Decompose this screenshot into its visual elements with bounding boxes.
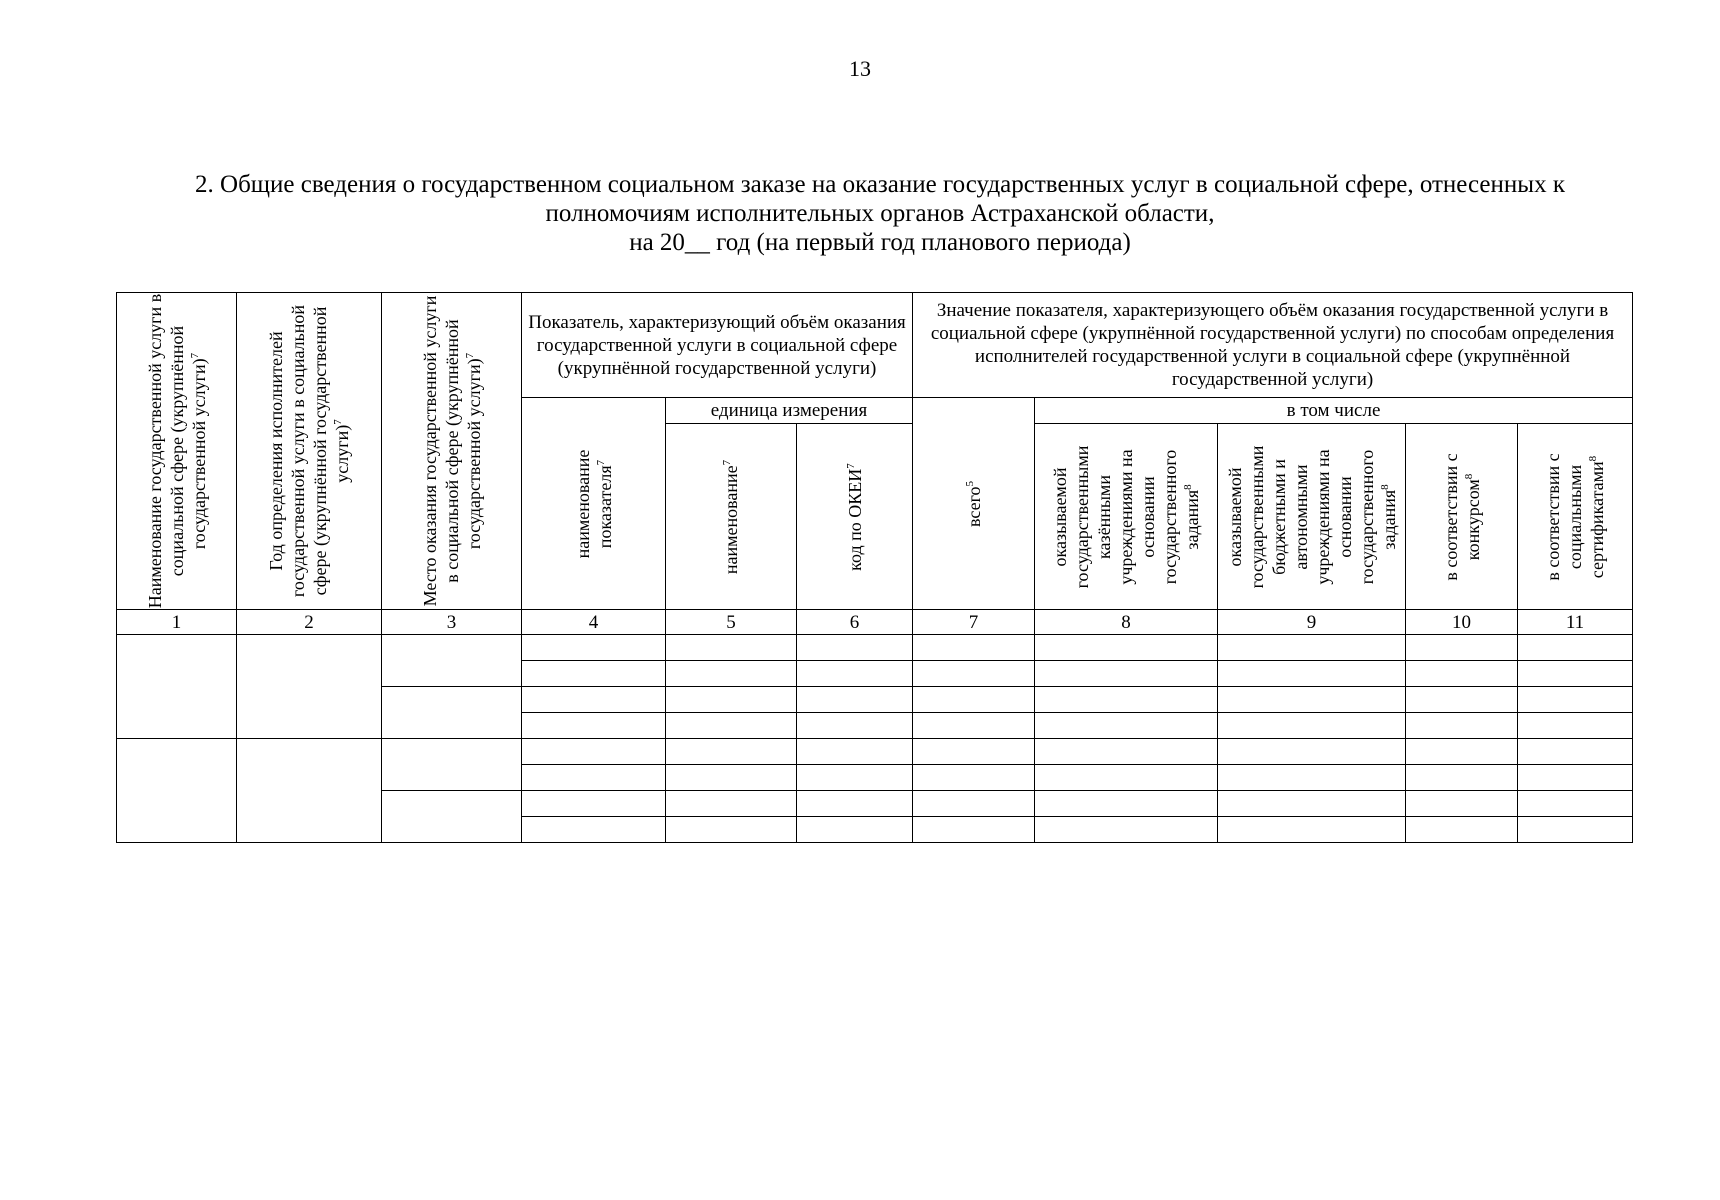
cell[interactable] (913, 765, 1035, 791)
cell[interactable] (666, 687, 797, 713)
footnote-mark: 8 (1378, 483, 1391, 490)
cell[interactable] (522, 765, 666, 791)
cell[interactable] (666, 765, 797, 791)
header-certificates (1518, 424, 1633, 610)
cell-service-name[interactable] (117, 739, 237, 843)
column-number: 11 (1518, 610, 1633, 635)
cell[interactable] (1218, 765, 1406, 791)
cell[interactable] (1218, 713, 1406, 739)
column-number: 3 (382, 610, 522, 635)
cell[interactable] (913, 791, 1035, 817)
header-year (237, 293, 382, 610)
header-including: в том числе (1035, 398, 1633, 424)
cell[interactable] (797, 765, 913, 791)
column-number: 5 (666, 610, 797, 635)
cell[interactable] (1518, 661, 1633, 687)
cell[interactable] (797, 661, 913, 687)
column-number: 8 (1035, 610, 1218, 635)
header-indicator-name-text: наименование показателя (572, 449, 615, 558)
cell[interactable] (1218, 817, 1406, 843)
header-total (913, 398, 1035, 610)
cell-year[interactable] (237, 739, 382, 843)
cell[interactable] (1518, 791, 1633, 817)
cell[interactable] (1035, 817, 1218, 843)
cell-year[interactable] (237, 635, 382, 739)
cell[interactable] (1406, 635, 1518, 661)
footnote-mark: 8 (1587, 455, 1600, 461)
header-place-text: Место оказания государственной услуги в социальной сфере (укрупнённой государственной услуги) (419, 295, 484, 607)
header-state-treasury-text: оказываемой государственными казёнными учреждениями на основании государственного задания (1050, 445, 1203, 588)
column-number: 2 (237, 610, 382, 635)
cell[interactable] (1518, 635, 1633, 661)
cell[interactable] (666, 661, 797, 687)
footnote-mark: 7 (332, 419, 344, 425)
cell[interactable] (1035, 687, 1218, 713)
header-certificates-text: в соответствии с социальными сертификатами (1543, 452, 1608, 581)
cell[interactable] (1406, 817, 1518, 843)
cell[interactable] (1406, 739, 1518, 765)
header-indicator-group: Показатель, характеризующий объём оказания государственной услуги в социальной сфере (укрупнённой государственной услуги) (522, 293, 913, 398)
cell[interactable] (913, 739, 1035, 765)
cell[interactable] (1518, 765, 1633, 791)
cell[interactable] (913, 713, 1035, 739)
column-number: 9 (1218, 610, 1406, 635)
cell[interactable] (666, 817, 797, 843)
cell[interactable] (666, 739, 797, 765)
header-state-treasury (1035, 424, 1218, 610)
cell[interactable] (522, 791, 666, 817)
header-unit-name-text: наименование (721, 464, 741, 574)
cell[interactable] (1518, 739, 1633, 765)
cell[interactable] (1406, 713, 1518, 739)
section-heading (120, 170, 1640, 257)
cell[interactable] (666, 635, 797, 661)
header-unit-group: единица измерения (666, 398, 913, 424)
header-value-group: Значение показателя, характеризующего объём оказания государственной услуги в социальной сфере (укрупнённой государственной услуги) по способам определения исполнителей государственной услуги в социальной сфере (укрупнённой государственной услуги) (913, 293, 1633, 398)
cell[interactable] (1406, 687, 1518, 713)
cell[interactable] (1406, 765, 1518, 791)
header-competition-text: в соответствии с конкурсом (1440, 452, 1483, 581)
cell[interactable] (913, 687, 1035, 713)
cell[interactable] (1035, 765, 1218, 791)
cell[interactable] (1035, 739, 1218, 765)
header-unit-name (666, 424, 797, 610)
cell[interactable] (522, 817, 666, 843)
header-indicator-name (522, 398, 666, 610)
cell[interactable] (666, 713, 797, 739)
header-total-text: всего (963, 485, 984, 527)
cell-service-name[interactable] (117, 635, 237, 739)
header-competition (1406, 424, 1518, 610)
cell[interactable] (797, 713, 913, 739)
footnote-mark: 7 (188, 352, 201, 359)
cell-place[interactable] (382, 791, 522, 843)
footnote-mark: 7 (844, 462, 857, 469)
cell[interactable] (797, 739, 913, 765)
cell[interactable] (1218, 635, 1406, 661)
cell-place[interactable] (382, 687, 522, 739)
cell[interactable] (522, 661, 666, 687)
cell[interactable] (522, 635, 666, 661)
cell[interactable] (1518, 713, 1633, 739)
cell[interactable] (1518, 817, 1633, 843)
cell[interactable] (1218, 739, 1406, 765)
cell[interactable] (1035, 791, 1218, 817)
cell[interactable] (797, 687, 913, 713)
social-order-table (116, 292, 1633, 843)
cell-place[interactable] (382, 635, 522, 687)
cell[interactable] (797, 817, 913, 843)
footnote-mark: 5 (963, 480, 976, 486)
cell[interactable] (1218, 661, 1406, 687)
column-number: 6 (797, 610, 913, 635)
cell[interactable] (1218, 791, 1406, 817)
footnote-mark: 7 (721, 459, 733, 465)
footnote-mark: 8 (1462, 473, 1475, 479)
header-service-name-text: Наименование государственной услуги в социальной сфере (укрупнённой государственной услуги) (144, 293, 209, 609)
footnote-mark: 7 (463, 352, 476, 359)
column-number: 7 (913, 610, 1035, 635)
header-okei-code-text: код по ОКЕИ (844, 468, 865, 571)
header-year-text: Год определения исполнителей государственной услуги в социальной сфере (укрупнённой государственной услуги) (266, 304, 352, 598)
column-number: 4 (522, 610, 666, 635)
cell[interactable] (522, 713, 666, 739)
footnote-mark: 8 (1182, 483, 1195, 490)
cell[interactable] (1518, 687, 1633, 713)
heading-line-2: полномочиям исполнительных органов Астраханской области, (545, 200, 1215, 227)
header-service-name (117, 293, 237, 610)
column-number: 10 (1406, 610, 1518, 635)
cell[interactable] (1035, 713, 1218, 739)
cell-place[interactable] (382, 739, 522, 791)
header-okei-code (797, 424, 913, 610)
cell[interactable] (1035, 661, 1218, 687)
cell[interactable] (522, 739, 666, 765)
column-number-row (117, 610, 1633, 635)
cell[interactable] (1406, 661, 1518, 687)
header-budget-autonomous (1218, 424, 1406, 610)
cell[interactable] (797, 791, 913, 817)
cell[interactable] (913, 817, 1035, 843)
column-number: 1 (117, 610, 237, 635)
cell[interactable] (913, 661, 1035, 687)
table-row (117, 635, 1633, 661)
footnote-mark: 7 (594, 459, 607, 465)
cell[interactable] (1406, 791, 1518, 817)
cell[interactable] (797, 635, 913, 661)
header-place (382, 293, 522, 610)
cell[interactable] (1218, 687, 1406, 713)
cell[interactable] (913, 635, 1035, 661)
heading-line-1: 2. Общие сведения о государственном социальном заказе на оказание государственных услуг в социальной сфере, отнесенных к (195, 171, 1565, 198)
cell[interactable] (522, 687, 666, 713)
cell[interactable] (1035, 635, 1218, 661)
page-number: 13 (849, 56, 871, 81)
table-row (117, 739, 1633, 765)
cell[interactable] (666, 791, 797, 817)
heading-line-3: на 20__ год (на первый год планового периода) (629, 229, 1131, 256)
header-budget-autonomous-text: оказываемой государственными бюджетными и автономными учреждениями на основании государственного задания (1224, 445, 1399, 588)
